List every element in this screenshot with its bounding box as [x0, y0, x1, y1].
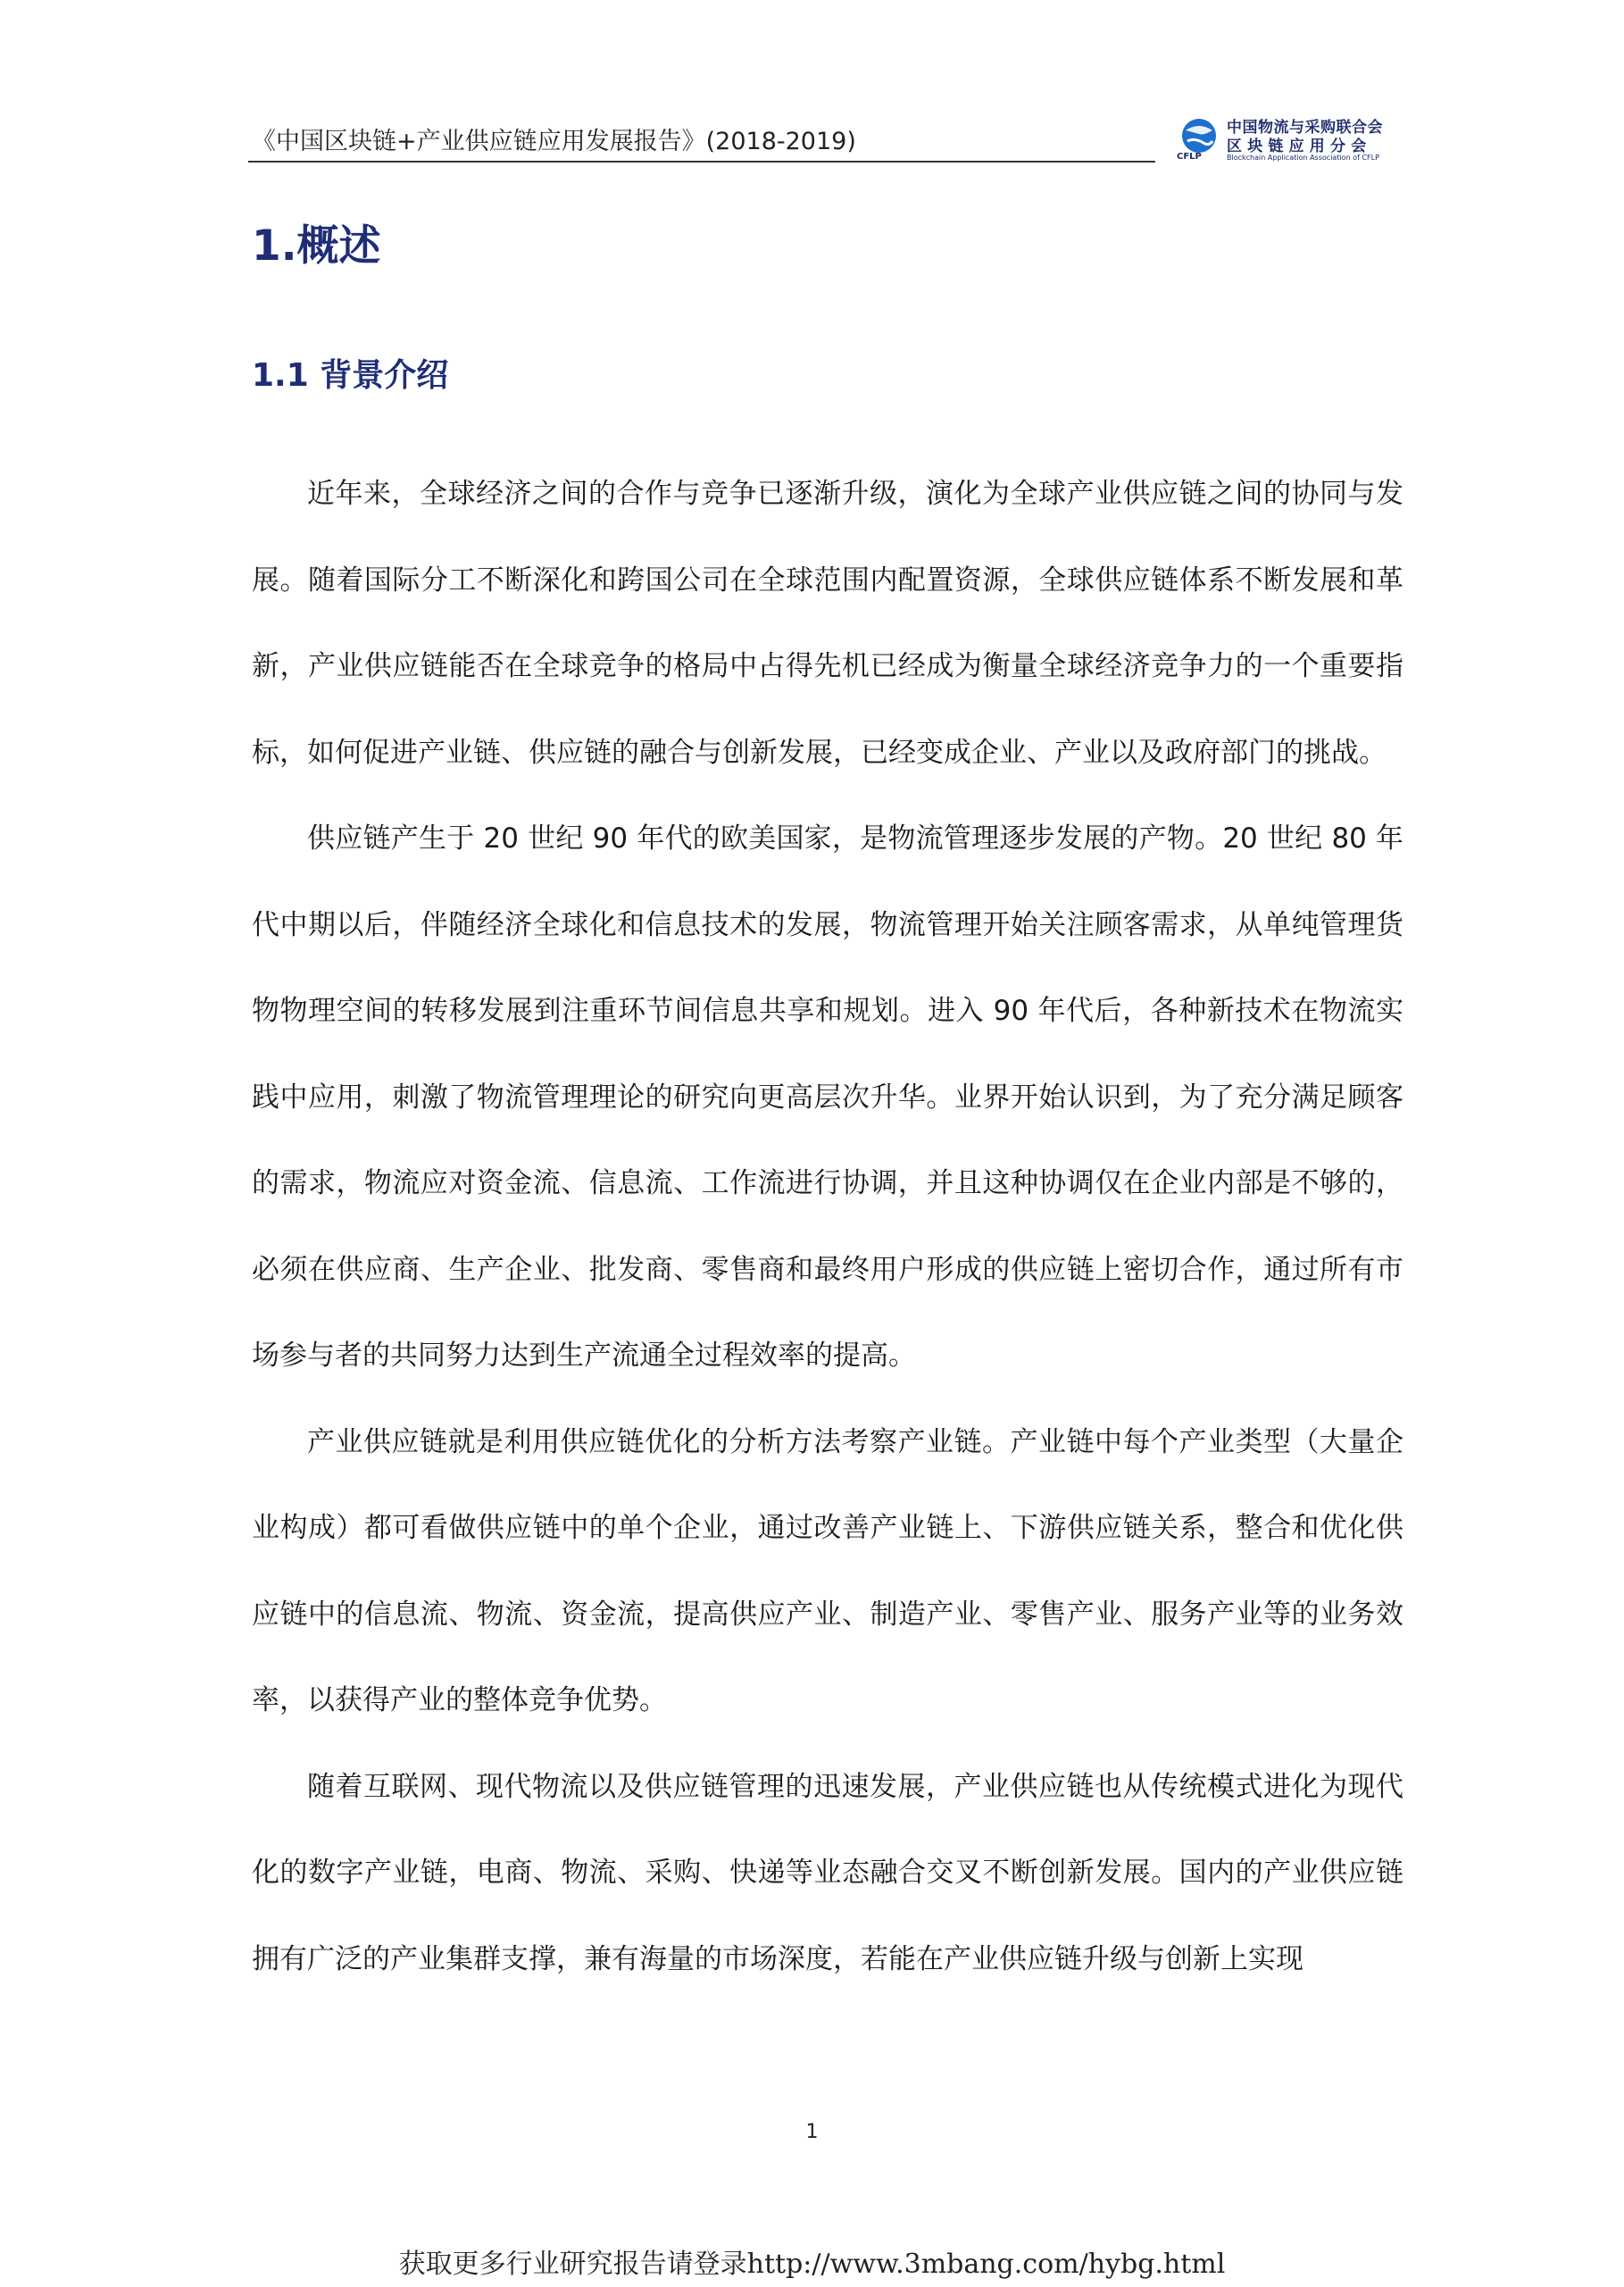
logo-branch-name: 区块链应用分会 — [1227, 138, 1372, 155]
section-heading: 1.概述 — [252, 221, 381, 271]
paragraph: 近年来，全球经济之间的合作与竞争已逐渐升级，演化为全球产业供应链之间的协同与发展。随着国际分工不断深化和跨国公司在全球范围内配置资源，全球供应链体系不断发展和革新，产业供应链能否在全球竞争的格局中占得先机已经成为衡量全球经济竞争力的一个重要指标，如何促进产业链、供应链的融合与创新发展，已经变成企业、产业以及政府部门的挑战。 — [252, 478, 1403, 769]
report-title: 《中国区块链+产业供应链应用发展报告》(2018-2019) — [252, 128, 856, 155]
cflp-logo — [1177, 111, 1400, 164]
header-divider — [248, 161, 1155, 163]
page-number: 1 — [805, 2121, 819, 2143]
paragraph: 随着互联网、现代物流以及供应链管理的迅速发展，产业供应链也从传统模式进化为现代化的数字产业链，电商、物流、采购、快递等业态融合交叉不断创新发展。国内的产业供应链拥有广泛的产业集群支撑，兼有海量的市场深度，若能在产业供应链升级与创新上实现 — [252, 1770, 1403, 1975]
paragraph: 供应链产生于 20 世纪 90 年代的欧美国家，是物流管理逐步发展的产物。20 世纪 80 年代中期以后，伴随经济全球化和信息技术的发展，物流管理开始关注顾客需求，从单纯管理货物物理空间的转移发展到注重环节间信息共享和规划。进入 90 年代后，各种新技术在物流实践中应用，刺激了物流管理理论的研究向更高层次升华。业界开始认识到，为了充分满足顾客的需求，物流应对资金流、信息流、工作流进行协调，并且这种协调仅在企业内部是不够的，必须在供应商、生产企业、批发商、零售商和最终用户形成的供应链上密切合作，通过所有市场参与者的共同努力达到生产流通全过程效率的提高。 — [252, 822, 1403, 1372]
logo-org-name: 中国物流与采购联合会 — [1227, 119, 1383, 137]
subsection-heading: 1.1 背景介绍 — [252, 357, 449, 394]
footer-link[interactable]: 获取更多行业研究报告请登录http://www.3mbang.com/hybg.html — [398, 2249, 1226, 2280]
paragraph: 产业供应链就是利用供应链优化的分析方法考察产业链。产业链中每个产业类型（大量企业构成）都可看做供应链中的单个企业，通过改善产业链上、下游供应链关系，整合和优化供应链中的信息流、物流、资金流，提高供应产业、制造产业、零售产业、服务产业等的业务效率，以获得产业的整体竞争优势。 — [252, 1425, 1403, 1716]
body-text — [252, 451, 1403, 2002]
logo-abbreviation: CFLP — [1177, 152, 1202, 162]
logo-english-name: Blockchain Application Association of CFLP — [1227, 154, 1379, 162]
